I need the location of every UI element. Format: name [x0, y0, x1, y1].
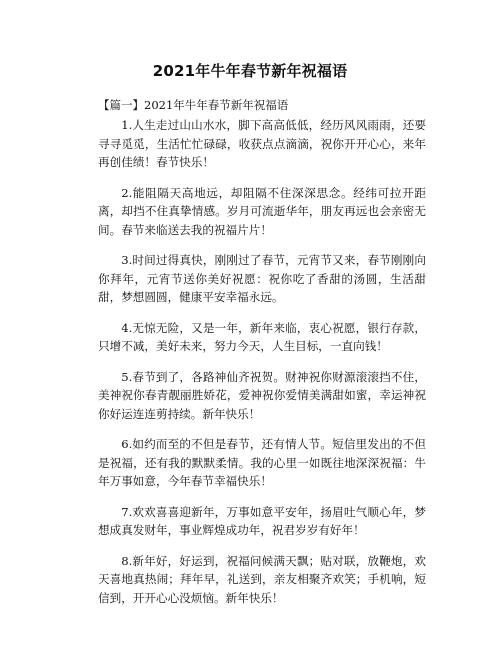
section-heading: 【篇一】2021年牛年春节新年祝福语	[98, 98, 289, 112]
paragraph-1: 1.人生走过山山水水，脚下高高低低，经历风风雨雨，还要寻寻觅觅，生活忙忙碌碌，收获点点滴滴，祝你开开心心，来年再创佳绩！春节快乐！	[98, 118, 426, 170]
paragraph-6: 6.如约而至的不但是春节，还有情人节。短信里发出的不但是祝福，还有我的默默柔情。我的心里一如既往地深深祝福：牛年万事如意，今年春节幸福快乐！	[98, 437, 426, 489]
paragraph-8: 8.新年好，好运到，祝福问候满天飘；贴对联，放鞭炮，欢天喜地真热闹；拜年早，礼送到，亲友相聚齐欢笑；手机响，短信到，开开心心没烦恼。新年快乐！	[98, 553, 426, 606]
paragraph-7: 7.欢欢喜喜迎新年，万事如意平安年，扬眉吐气顺心年，梦想成真发财年，事业辉煌成功年，祝君岁岁有好年！	[98, 504, 426, 538]
paragraph-3: 3.时间过得真快，刚刚过了春节，元宵节又来，春节刚刚向你拜年，元宵节送你美好祝愿：祝你吃了香甜的汤圆，生活甜甜，梦想圆圆，健康平安幸福永远。	[98, 253, 426, 305]
paragraph-2: 2.能阻隔天高地远，却阻隔不住深深思念。经纬可拉开距离，却挡不住真挚情感。岁月可流逝华年，朋友再远也会亲密无间。春节来临送去我的祝福片片！	[98, 185, 426, 237]
article-body	[98, 116, 426, 619]
paragraph-5: 5.春节到了，各路神仙齐祝贺。财神祝你财源滚滚挡不住，美神祝你春青靓丽胜娇花，爱神祝你爱情美满甜如蜜，幸运神祝你好运连连剪持续。新年快乐！	[98, 369, 426, 421]
document-title: 2021年牛年春节新年祝福语	[152, 62, 348, 80]
paragraph-4: 4.无惊无险，又是一年，新年来临，衷心祝愿，银行存款，只增不减，美好未来，努力今天，人生目标，一直向钱！	[98, 320, 426, 354]
